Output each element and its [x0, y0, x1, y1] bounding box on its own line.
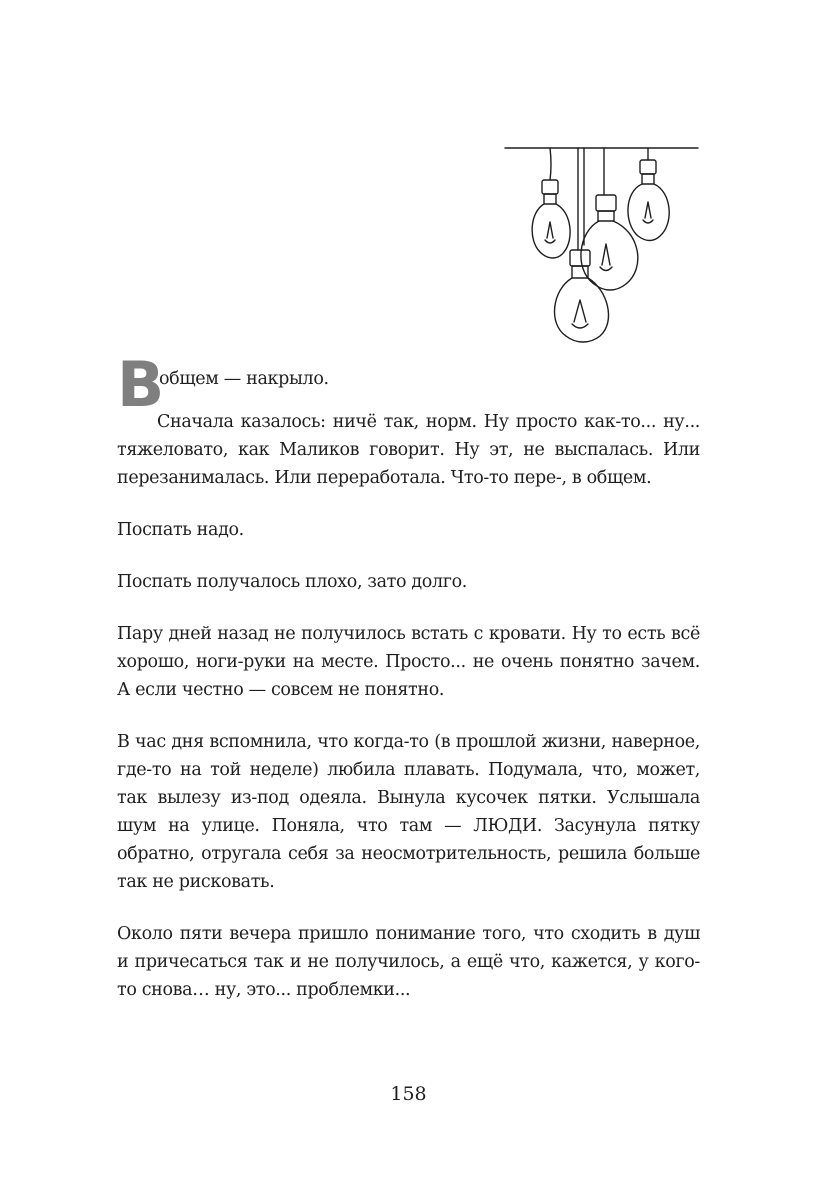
hanging-light-bulbs-icon — [500, 140, 705, 345]
paragraph: Поспать надо. — [117, 520, 244, 540]
paragraph: В час дня вспомнила, что когда-то (в прошлой жизни, наверное, где-то на той неделе) любила плавать. Подумала, что, может, так вылезу из-под одеяла. Вынула кусочек пятки. Услышала шум на улице. Поняла, что там — ЛЮДИ. Засунула пятку обратно, отругала себя за неосмотрительность, решила больше так не рисковать. — [117, 732, 700, 892]
paragraph: Пару дней назад не получилось встать с кровати. Ну то есть всё хорошо, ноги-руки на месте. Просто... не очень понятно зачем. А если честно — совсем не понятно. — [117, 624, 700, 700]
opening-line — [117, 348, 700, 421]
paragraph: Поспать получалось плохо, зато долго. — [117, 572, 467, 592]
chapter-body — [117, 348, 700, 1004]
drop-cap: В — [117, 348, 165, 421]
paragraph: Сначала казалось: ничё так, норм. Ну просто как-то... ну... тяжеловато, как Маликов говорит. Ну эт, не выспалась. Или перезанималась. Или переработала. Что-то пере-, в общем. — [117, 412, 700, 488]
opening-text: общем — накрыло. — [159, 369, 329, 389]
page-number: 158 — [390, 1083, 427, 1105]
paragraph: Около пяти вечера пришло понимание того, что сходить в душ и причесаться так и не получилось, а ещё что, кажется, у кого-то снова… ну, это... проблемки... — [117, 924, 700, 1000]
